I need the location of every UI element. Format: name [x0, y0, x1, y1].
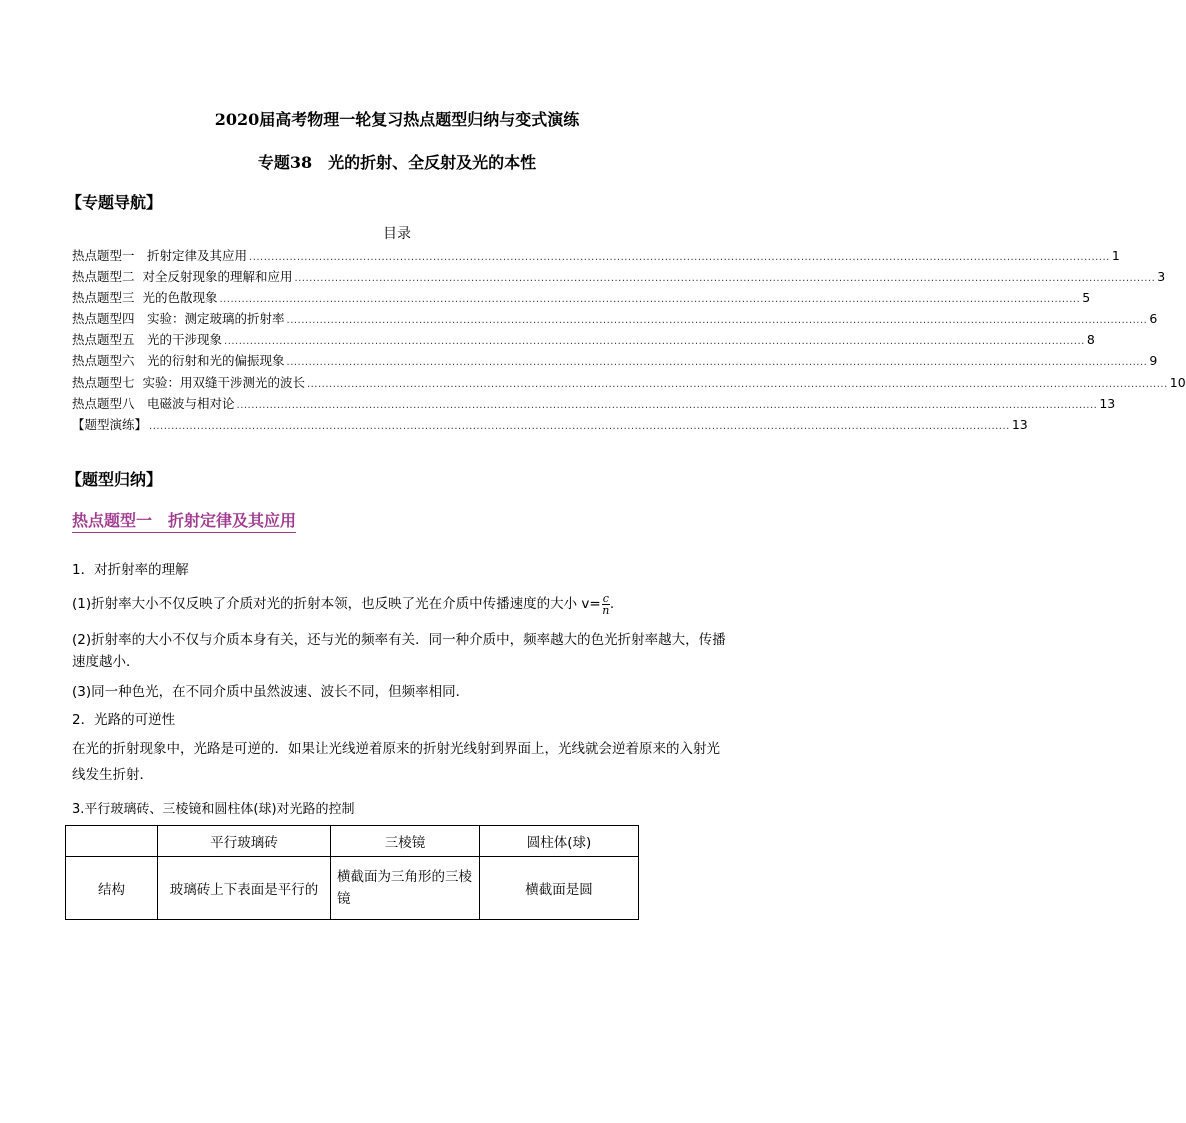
toc-item[interactable] — [72, 373, 1186, 391]
toc-item[interactable] — [72, 309, 1158, 327]
toc-item-label: 热点题型八 电磁波与相对论 — [72, 396, 235, 411]
toc-item-page: 9 — [1149, 353, 1158, 368]
paragraph-4: 在光的折射现象中，光路是可逆的．如果让光线逆着原来的折射光线射到界面上，光线就会逆着原来的入射光线发生折射． — [72, 741, 720, 783]
optics-table — [65, 825, 639, 920]
toc-leader: .......................................................................................................................................................................................................................................... — [286, 357, 1148, 368]
toc-item[interactable] — [72, 288, 1091, 306]
fraction-c-over-n — [602, 593, 610, 616]
toc-item-page: 3 — [1157, 269, 1166, 284]
heading-reversibility: 2．光路的可逆性 — [72, 712, 176, 728]
summary-heading: 【题型归纳】 — [66, 470, 163, 489]
toc-item-label: 【题型演练】 — [72, 417, 148, 432]
toc-leader: .......................................................................................................................................................................................................................................... — [286, 315, 1148, 326]
table-cell: 结构 — [66, 857, 158, 920]
toc-item-label: 热点题型二 对全反射现象的理解和应用 — [72, 269, 293, 284]
paragraph-1-end: . — [609, 596, 615, 612]
toc-item[interactable] — [72, 394, 1116, 412]
toc-leader: .......................................................................................................................................................................................................................................... — [236, 400, 1098, 411]
toc-item-label: 热点题型三 光的色散现象 — [72, 290, 218, 305]
paragraph-1 — [72, 592, 727, 616]
document-title: 2020届高考物理一轮复习热点题型归纳与变式演练 — [214, 110, 580, 129]
toc-leader: .......................................................................................................................................................................................................................................... — [249, 252, 1110, 263]
toc-item[interactable] — [72, 330, 1095, 348]
toc-item-label: 热点题型七 实验：用双缝干涉测光的波长 — [72, 375, 305, 390]
section-title: 热点题型一 折射定律及其应用 — [72, 508, 296, 533]
toc-item-page: 10 — [1169, 375, 1186, 390]
toc-item[interactable] — [72, 267, 1166, 285]
toc-item[interactable] — [72, 246, 1120, 264]
nav-heading: 【专题导航】 — [66, 193, 163, 212]
toc-item-label: 热点题型六 光的衍射和光的偏振现象 — [72, 353, 285, 368]
toc-leader: .......................................................................................................................................................................................................................................... — [149, 421, 1010, 432]
toc-item-label: 热点题型五 光的干涉现象 — [72, 332, 223, 347]
toc-item[interactable] — [72, 415, 1028, 433]
toc-item[interactable] — [72, 351, 1158, 369]
toc-leader: .......................................................................................................................................................................................................................................... — [224, 336, 1085, 347]
heading-table: 3.平行玻璃砖、三棱镜和圆柱体(球)对光路的控制 — [72, 802, 355, 817]
toc-leader: .......................................................................................................................................................................................................................................... — [219, 294, 1081, 305]
table-row — [66, 857, 639, 920]
toc-title: 目录 — [383, 226, 411, 242]
toc-item-page: 1 — [1111, 248, 1120, 263]
toc-item-page: 13 — [1011, 417, 1028, 432]
table-cell: 横截面为三角形的三棱镜 — [331, 857, 480, 920]
toc-item-label: 热点题型一 折射定律及其应用 — [72, 248, 248, 263]
paragraph-2: (2)折射率的大小不仅与介质本身有关，还与光的频率有关．同一种介质中，频率越大的色光折射率越大，传播速度越小． — [72, 632, 726, 670]
paragraph-3: (3)同一种色光，在不同介质中虽然波速、波长不同，但频率相同． — [72, 684, 470, 700]
toc-item-page: 5 — [1082, 290, 1091, 305]
toc-item-page: 8 — [1086, 332, 1095, 347]
table-cell: 玻璃砖上下表面是平行的 — [158, 857, 331, 920]
toc-item-page: 13 — [1099, 396, 1116, 411]
table-header-row — [66, 826, 639, 857]
toc-item-label: 热点题型四 实验：测定玻璃的折射率 — [72, 311, 285, 326]
table-header-cell — [66, 826, 158, 857]
heading-refractive-index: 1．对折射率的理解 — [72, 562, 189, 578]
paragraph-1-text: (1)折射率大小不仅反映了介质对光的折射本领，也反映了光在介质中传播速度的大小 v= — [72, 596, 601, 612]
toc-leader: .......................................................................................................................................................................................................................................... — [306, 379, 1168, 390]
toc-leader: .......................................................................................................................................................................................................................................... — [294, 273, 1156, 284]
table-header-cell: 圆柱体(球) — [480, 826, 639, 857]
fraction-numerator: c — [602, 591, 609, 605]
toc-item-page: 6 — [1149, 311, 1158, 326]
table-cell: 横截面是圆 — [480, 857, 639, 920]
fraction-denominator: n — [602, 603, 610, 617]
document-subtitle: 专题38 光的折射、全反射及光的本性 — [257, 153, 537, 172]
table-header-cell: 平行玻璃砖 — [158, 826, 331, 857]
table-header-cell: 三棱镜 — [331, 826, 480, 857]
